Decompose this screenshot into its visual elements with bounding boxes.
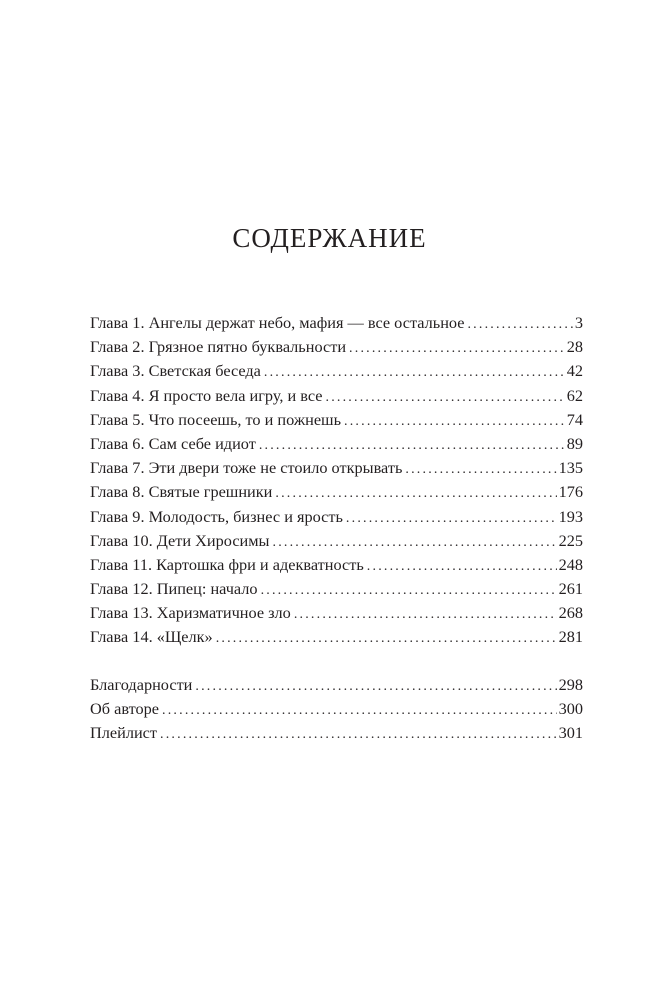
toc-entry [90, 721, 583, 745]
toc-entry [90, 311, 583, 335]
toc-entry-title: Глава 7. Эти двери тоже не стоило открывать [90, 458, 403, 478]
toc-entry [90, 697, 583, 721]
dot-leader [367, 555, 557, 579]
dot-leader [275, 482, 556, 506]
toc-entry-title: Глава 8. Святые грешники [90, 482, 273, 502]
toc-entry-title: Плейлист [90, 723, 158, 743]
toc-entry [90, 553, 583, 577]
toc-entry-page: 3 [574, 313, 583, 332]
toc-entry [90, 673, 583, 697]
toc-entry-title: Глава 9. Молодость, бизнес и ярость [90, 506, 343, 526]
toc-entry-page: 193 [558, 506, 583, 526]
dot-leader [344, 410, 565, 434]
toc-entry-page: 176 [558, 482, 583, 502]
toc-entry-title: Об авторе [90, 699, 160, 719]
toc-entry-title: Благодарности [90, 675, 193, 694]
toc-entry [90, 432, 583, 456]
toc-entry-page: 62 [566, 385, 583, 405]
toc-entry [90, 529, 583, 553]
toc-entry [90, 456, 583, 480]
toc-entry-title: Глава 12. Пипец: начало [90, 579, 258, 599]
toc-entry-title: Глава 4. Я просто вела игру, и все [90, 385, 323, 405]
toc-entry-page: 261 [558, 579, 583, 599]
toc-entry-title: Глава 6. Сам себе идиот [90, 433, 256, 453]
dot-leader [467, 313, 572, 337]
toc-entry-page: 89 [566, 433, 583, 453]
dot-leader [349, 337, 565, 361]
dot-leader [273, 531, 557, 555]
toc-entry-page: 248 [558, 554, 583, 574]
toc-entry-page: 28 [566, 337, 583, 357]
toc-entry [90, 359, 583, 383]
toc-entry [90, 335, 583, 359]
dot-leader [405, 458, 556, 482]
toc-entry [90, 505, 583, 529]
toc-entry-title: Глава 13. Харизматичное зло [90, 603, 291, 623]
toc-entry-title: Глава 1. Ангелы держат небо, мафия — все остальное [90, 313, 465, 332]
dot-leader [261, 579, 557, 603]
toc-entry-page: 74 [566, 409, 583, 429]
dot-leader [259, 434, 565, 458]
dot-leader [195, 675, 556, 699]
toc-entry-title: Глава 14. «Щелк» [90, 627, 213, 647]
toc-entry [90, 577, 583, 601]
toc-entry [90, 601, 583, 625]
dot-leader [160, 723, 557, 747]
toc-entry-page: 300 [558, 699, 583, 719]
toc-entry-page: 268 [558, 603, 583, 623]
toc-entry-page: 225 [558, 530, 583, 550]
toc-entry-page: 281 [558, 627, 583, 647]
toc-entry [90, 384, 583, 408]
dot-leader [294, 603, 557, 627]
toc-entry-title: Глава 11. Картошка фри и адекватность [90, 554, 364, 574]
dot-leader [326, 386, 565, 410]
toc-entry [90, 408, 583, 432]
toc-entry-title: Глава 3. Светская беседа [90, 361, 261, 381]
toc-entry [90, 480, 583, 504]
dot-leader [346, 507, 557, 531]
dot-leader [216, 627, 557, 651]
page-title: СОДЕРЖАНИЕ [232, 223, 427, 253]
toc-entry-title: Глава 2. Грязное пятно буквальности [90, 337, 347, 357]
backmatter-list [90, 673, 583, 746]
toc-entry-title: Глава 10. Дети Хиросимы [90, 530, 270, 550]
toc-entry-title: Глава 5. Что посеешь, то и пожнешь [90, 409, 342, 429]
toc-entry [90, 625, 583, 649]
toc-entry-page: 301 [558, 723, 583, 743]
toc-entry-page: 135 [558, 458, 583, 478]
toc-entry-page: 298 [558, 675, 583, 694]
dot-leader [264, 361, 565, 385]
dot-leader [162, 699, 557, 723]
toc-entry-page: 42 [566, 361, 583, 381]
chapter-list [90, 311, 583, 650]
